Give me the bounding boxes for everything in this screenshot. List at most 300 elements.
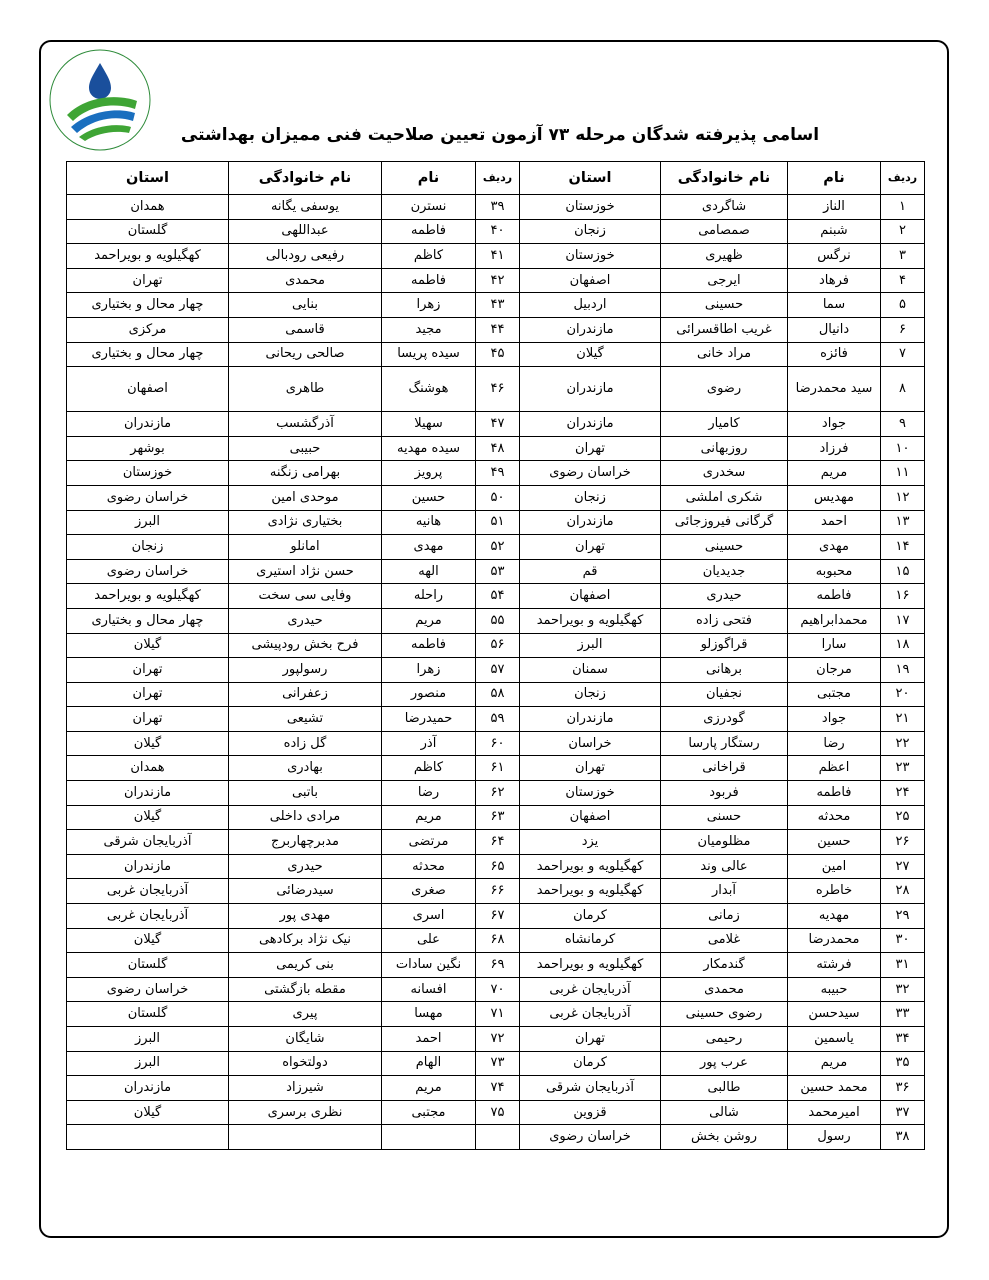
first-name-cell: الهام (382, 1051, 476, 1076)
first-name-cell: فرهاد (788, 268, 881, 293)
first-name-cell: رضا (788, 731, 881, 756)
table-header-row (67, 162, 925, 195)
first-name-cell: سیده پریسا (382, 342, 476, 367)
table-row (67, 633, 925, 658)
first-name-cell: سیدحسن (788, 1002, 881, 1027)
last-name-cell: مهدی پور (229, 904, 382, 929)
first-name-cell: مریم (382, 608, 476, 633)
row-number-cell: ۳۶ (881, 1076, 925, 1101)
last-name-cell: رفیعی رودبالی (229, 244, 382, 269)
row-number-cell: ۳۲ (881, 977, 925, 1002)
first-name-cell: مریم (788, 461, 881, 486)
first-name-cell: رسول (788, 1125, 881, 1150)
row-number-cell: ۸ (881, 367, 925, 412)
province-cell: تهران (520, 1027, 661, 1052)
province-cell: خوزستان (520, 781, 661, 806)
last-name-cell: فرح بخش رودپیشی (229, 633, 382, 658)
first-name-cell: نرگس (788, 244, 881, 269)
last-name-cell: رضوی (661, 367, 788, 412)
first-name-cell: سیده مهدیه (382, 436, 476, 461)
province-cell: کرمان (520, 904, 661, 929)
province-cell: کرمانشاه (520, 928, 661, 953)
last-name-cell: طاهری (229, 367, 382, 412)
table-row (67, 805, 925, 830)
table-row (67, 268, 925, 293)
province-cell: چهار محال و بختیاری (67, 293, 229, 318)
province-cell: گیلان (520, 342, 661, 367)
province-cell: کهگیلویه و بویراحمد (520, 953, 661, 978)
province-cell: مازندران (520, 317, 661, 342)
first-name-cell: مریم (788, 1051, 881, 1076)
first-name-cell: سما (788, 293, 881, 318)
last-name-cell: یوسفی یگانه (229, 195, 382, 220)
last-name-cell (229, 1125, 382, 1150)
table-row (67, 1100, 925, 1125)
table-row (67, 559, 925, 584)
table-row (67, 608, 925, 633)
last-name-cell: گرگانی فیروزجائی (661, 510, 788, 535)
last-name-cell: وفایی سی سخت (229, 584, 382, 609)
row-number-cell: ۷۲ (476, 1027, 520, 1052)
province-cell: کهگیلویه و بویراحمد (67, 584, 229, 609)
first-name-cell: افسانه (382, 977, 476, 1002)
province-cell: آذربایجان شرقی (67, 830, 229, 855)
first-name-cell: سید محمدرضا (788, 367, 881, 412)
last-name-cell: نیک نژاد برکادهی (229, 928, 382, 953)
first-name-cell: نگین سادات (382, 953, 476, 978)
last-name-cell: امانلو (229, 535, 382, 560)
row-number-cell: ۵۴ (476, 584, 520, 609)
row-number-cell: ۲۶ (881, 830, 925, 855)
table-row (67, 244, 925, 269)
last-name-cell: تشیعی (229, 707, 382, 732)
last-name-cell: گودرزی (661, 707, 788, 732)
province-cell: تهران (520, 756, 661, 781)
table-row (67, 830, 925, 855)
province-cell: خراسان رضوی (67, 977, 229, 1002)
last-name-cell: جدیدیان (661, 559, 788, 584)
table-row (67, 977, 925, 1002)
first-name-cell: حسین (788, 830, 881, 855)
row-number-cell: ۴۴ (476, 317, 520, 342)
table-row (67, 510, 925, 535)
first-name-cell: خاطره (788, 879, 881, 904)
last-name-cell: رحیمی (661, 1027, 788, 1052)
last-name-cell: مراد خانی (661, 342, 788, 367)
province-cell (67, 1125, 229, 1150)
row-number-cell: ۱۲ (881, 485, 925, 510)
province-cell: مازندران (67, 854, 229, 879)
row-number-cell: ۳۱ (881, 953, 925, 978)
first-name-cell: اسری (382, 904, 476, 929)
row-number-cell: ۶۵ (476, 854, 520, 879)
row-number-cell: ۵۳ (476, 559, 520, 584)
first-name-cell: امیرمحمد (788, 1100, 881, 1125)
row-number-cell: ۶۷ (476, 904, 520, 929)
last-name-cell: آبدار (661, 879, 788, 904)
first-name-cell: فاطمه (382, 268, 476, 293)
province-cell: آذربایجان شرقی (520, 1076, 661, 1101)
province-cell: البرز (67, 1027, 229, 1052)
last-name-cell: مدبرچهاربرج (229, 830, 382, 855)
table-row (67, 756, 925, 781)
row-number-cell: ۱۳ (881, 510, 925, 535)
row-number-cell: ۱ (881, 195, 925, 220)
first-name-cell: محدثه (788, 805, 881, 830)
last-name-cell: قاسمی (229, 317, 382, 342)
last-name-cell: نظری برسری (229, 1100, 382, 1125)
province-cell: همدان (67, 756, 229, 781)
header-province: استان (520, 162, 661, 195)
row-number-cell: ۶۸ (476, 928, 520, 953)
province-cell: همدان (67, 195, 229, 220)
row-number-cell: ۴۵ (476, 342, 520, 367)
row-number-cell: ۷۱ (476, 1002, 520, 1027)
province-cell: گیلان (67, 731, 229, 756)
last-name-cell: روزبهانی (661, 436, 788, 461)
first-name-cell: مهسا (382, 1002, 476, 1027)
province-cell: اصفهان (67, 367, 229, 412)
last-name-cell: نجفیان (661, 682, 788, 707)
table-row (67, 367, 925, 412)
first-name-cell: الهه (382, 559, 476, 584)
last-name-cell: طالبی (661, 1076, 788, 1101)
first-name-cell: زهرا (382, 658, 476, 683)
last-name-cell: دولتخواه (229, 1051, 382, 1076)
first-name-cell: مرجان (788, 658, 881, 683)
row-number-cell (476, 1125, 520, 1150)
province-cell: سمنان (520, 658, 661, 683)
first-name-cell: راحله (382, 584, 476, 609)
province-cell: گلستان (67, 953, 229, 978)
province-cell: خراسان رضوی (67, 485, 229, 510)
last-name-cell: عبداللهی (229, 219, 382, 244)
row-number-cell: ۷۰ (476, 977, 520, 1002)
last-name-cell: ایرجی (661, 268, 788, 293)
header-province: استان (67, 162, 229, 195)
first-name-cell: محدثه (382, 854, 476, 879)
province-cell: مازندران (67, 781, 229, 806)
first-name-cell: محمدرضا (788, 928, 881, 953)
table-row (67, 781, 925, 806)
row-number-cell: ۶۲ (476, 781, 520, 806)
province-cell: مازندران (67, 1076, 229, 1101)
first-name-cell: الناز (788, 195, 881, 220)
row-number-cell: ۲۸ (881, 879, 925, 904)
row-number-cell: ۲۳ (881, 756, 925, 781)
row-number-cell: ۱۴ (881, 535, 925, 560)
last-name-cell: فربود (661, 781, 788, 806)
first-name-cell: فاطمه (382, 633, 476, 658)
row-number-cell: ۶ (881, 317, 925, 342)
table-row (67, 731, 925, 756)
first-name-cell: فاطمه (788, 584, 881, 609)
last-name-cell: برهانی (661, 658, 788, 683)
province-cell: آذربایجان غربی (520, 1002, 661, 1027)
last-name-cell: عرب پور (661, 1051, 788, 1076)
province-cell: یزد (520, 830, 661, 855)
row-number-cell: ۴۲ (476, 268, 520, 293)
last-name-cell: باتبی (229, 781, 382, 806)
province-cell: آذربایجان غربی (520, 977, 661, 1002)
province-cell: بوشهر (67, 436, 229, 461)
province-cell: گیلان (67, 805, 229, 830)
row-number-cell: ۵۱ (476, 510, 520, 535)
last-name-cell: حسن نژاد استیری (229, 559, 382, 584)
first-name-cell: کاظم (382, 244, 476, 269)
province-cell: خراسان رضوی (520, 461, 661, 486)
row-number-cell: ۴۳ (476, 293, 520, 318)
row-number-cell: ۱۷ (881, 608, 925, 633)
last-name-cell: بنایی (229, 293, 382, 318)
province-cell: اصفهان (520, 268, 661, 293)
last-name-cell: بنی کریمی (229, 953, 382, 978)
first-name-cell: فاطمه (788, 781, 881, 806)
row-number-cell: ۳۷ (881, 1100, 925, 1125)
last-name-cell: روشن بخش (661, 1125, 788, 1150)
first-name-cell: هانیه (382, 510, 476, 535)
row-number-cell: ۷۴ (476, 1076, 520, 1101)
row-number-cell: ۲۷ (881, 854, 925, 879)
association-logo (45, 45, 155, 155)
table-row (67, 293, 925, 318)
row-number-cell: ۴۰ (476, 219, 520, 244)
province-cell: قم (520, 559, 661, 584)
first-name-cell: دانیال (788, 317, 881, 342)
first-name-cell: مریم (382, 805, 476, 830)
first-name-cell: محمد حسین (788, 1076, 881, 1101)
province-cell: گیلان (67, 1100, 229, 1125)
first-name-cell: جواد (788, 412, 881, 437)
last-name-cell: غریب اطاقسرائی (661, 317, 788, 342)
first-name-cell: یاسمین (788, 1027, 881, 1052)
last-name-cell: شکری املشی (661, 485, 788, 510)
row-number-cell: ۶۹ (476, 953, 520, 978)
row-number-cell: ۶۳ (476, 805, 520, 830)
row-number-cell: ۱۹ (881, 658, 925, 683)
province-cell: مازندران (520, 412, 661, 437)
last-name-cell: رستگار پارسا (661, 731, 788, 756)
table-row (67, 485, 925, 510)
province-cell: کهگیلویه و بویراحمد (520, 608, 661, 633)
last-name-cell: شایگان (229, 1027, 382, 1052)
first-name-cell: مهدیه (788, 904, 881, 929)
province-cell: زنجان (520, 485, 661, 510)
row-number-cell: ۳۸ (881, 1125, 925, 1150)
province-cell: گلستان (67, 219, 229, 244)
last-name-cell: پیری (229, 1002, 382, 1027)
last-name-cell: بهادری (229, 756, 382, 781)
province-cell: تهران (67, 707, 229, 732)
province-cell: البرز (67, 510, 229, 535)
first-name-cell: مهدی (788, 535, 881, 560)
last-name-cell: سیدرضائی (229, 879, 382, 904)
table-row (67, 1027, 925, 1052)
last-name-cell: مقطه بازگشتی (229, 977, 382, 1002)
province-cell: تهران (67, 682, 229, 707)
province-cell: آذربایجان غربی (67, 879, 229, 904)
province-cell: چهار محال و بختیاری (67, 342, 229, 367)
row-number-cell: ۲۲ (881, 731, 925, 756)
province-cell: خراسان رضوی (520, 1125, 661, 1150)
province-cell: خوزستان (520, 195, 661, 220)
row-number-cell: ۳۹ (476, 195, 520, 220)
row-number-cell: ۵۲ (476, 535, 520, 560)
province-cell: خراسان (520, 731, 661, 756)
first-name-cell: سارا (788, 633, 881, 658)
first-name-cell: مهدیس (788, 485, 881, 510)
first-name-cell: امین (788, 854, 881, 879)
first-name-cell: محمدابراهیم (788, 608, 881, 633)
province-cell: زنجان (520, 219, 661, 244)
province-cell: آذربایجان غربی (67, 904, 229, 929)
last-name-cell: زمانی (661, 904, 788, 929)
first-name-cell: صغری (382, 879, 476, 904)
last-name-cell: ظهیری (661, 244, 788, 269)
province-cell: قزوین (520, 1100, 661, 1125)
row-number-cell: ۲۹ (881, 904, 925, 929)
first-name-cell: رضا (382, 781, 476, 806)
row-number-cell: ۵۶ (476, 633, 520, 658)
last-name-cell: حیدری (229, 608, 382, 633)
province-cell: اصفهان (520, 584, 661, 609)
province-cell: کهگیلویه و بویراحمد (520, 879, 661, 904)
first-name-cell: شبنم (788, 219, 881, 244)
row-number-cell: ۷ (881, 342, 925, 367)
first-name-cell: مجتبی (382, 1100, 476, 1125)
last-name-cell: رسولپور (229, 658, 382, 683)
first-name-cell: محبوبه (788, 559, 881, 584)
row-number-cell: ۴۷ (476, 412, 520, 437)
last-name-cell: حبیبی (229, 436, 382, 461)
province-cell: زنجان (520, 682, 661, 707)
table-row (67, 219, 925, 244)
province-cell: مازندران (67, 412, 229, 437)
province-cell: اردبیل (520, 293, 661, 318)
table-row (67, 317, 925, 342)
row-number-cell: ۷۳ (476, 1051, 520, 1076)
table-row (67, 904, 925, 929)
row-number-cell: ۳۳ (881, 1002, 925, 1027)
table-row (67, 928, 925, 953)
header-first-name: نام (788, 162, 881, 195)
first-name-cell (382, 1125, 476, 1150)
last-name-cell: زعفرانی (229, 682, 382, 707)
table-row (67, 1076, 925, 1101)
province-cell: تهران (67, 268, 229, 293)
row-number-cell: ۲۵ (881, 805, 925, 830)
row-number-cell: ۴۶ (476, 367, 520, 412)
last-name-cell: گل زاده (229, 731, 382, 756)
row-number-cell: ۵۰ (476, 485, 520, 510)
table-row (67, 195, 925, 220)
last-name-cell: شاگردی (661, 195, 788, 220)
row-number-cell: ۲ (881, 219, 925, 244)
table-row (67, 461, 925, 486)
last-name-cell: صالحی ریحانی (229, 342, 382, 367)
province-cell: گلستان (67, 1002, 229, 1027)
first-name-cell: علی (382, 928, 476, 953)
province-cell: کهگیلویه و بویراحمد (67, 244, 229, 269)
first-name-cell: فاطمه (382, 219, 476, 244)
row-number-cell: ۲۴ (881, 781, 925, 806)
province-cell: مازندران (520, 367, 661, 412)
row-number-cell: ۴۹ (476, 461, 520, 486)
first-name-cell: فرشته (788, 953, 881, 978)
first-name-cell: نسترن (382, 195, 476, 220)
first-name-cell: زهرا (382, 293, 476, 318)
first-name-cell: فائزه (788, 342, 881, 367)
table-row (67, 879, 925, 904)
row-number-cell: ۴ (881, 268, 925, 293)
province-cell: تهران (67, 658, 229, 683)
last-name-cell: صمصامی (661, 219, 788, 244)
last-name-cell: حسینی (661, 293, 788, 318)
row-number-cell: ۷۵ (476, 1100, 520, 1125)
row-number-cell: ۳۰ (881, 928, 925, 953)
last-name-cell: حسنی (661, 805, 788, 830)
province-cell: خوزستان (67, 461, 229, 486)
province-cell: خراسان رضوی (67, 559, 229, 584)
row-number-cell: ۱۵ (881, 559, 925, 584)
table-row (67, 535, 925, 560)
first-name-cell: مهدی (382, 535, 476, 560)
province-cell: کهگیلویه و بویراحمد (520, 854, 661, 879)
first-name-cell: مجید (382, 317, 476, 342)
first-name-cell: حبیبه (788, 977, 881, 1002)
row-number-cell: ۵۵ (476, 608, 520, 633)
row-number-cell: ۳۵ (881, 1051, 925, 1076)
row-number-cell: ۹ (881, 412, 925, 437)
last-name-cell: حسینی (661, 535, 788, 560)
last-name-cell: مرادی داخلی (229, 805, 382, 830)
last-name-cell: سخدری (661, 461, 788, 486)
table-row (67, 658, 925, 683)
accepted-candidates-table (66, 161, 925, 1150)
row-number-cell: ۶۰ (476, 731, 520, 756)
header-last-name: نام خانوادگی (229, 162, 382, 195)
header-row-number: ردیف (476, 162, 520, 195)
first-name-cell: سهیلا (382, 412, 476, 437)
province-cell: اصفهان (520, 805, 661, 830)
first-name-cell: مرتضی (382, 830, 476, 855)
last-name-cell: قراخانی (661, 756, 788, 781)
row-number-cell: ۲۰ (881, 682, 925, 707)
table-row (67, 953, 925, 978)
last-name-cell: بختیاری نژادی (229, 510, 382, 535)
table-row (67, 342, 925, 367)
page-title: اسامی پذیرفته شدگان مرحله ۷۳ آزمون تعیین صلاحیت فنی ممیزان بهداشتی (180, 125, 820, 145)
header-last-name: نام خانوادگی (661, 162, 788, 195)
last-name-cell: کامیار (661, 412, 788, 437)
last-name-cell: بهرامی زنگنه (229, 461, 382, 486)
first-name-cell: حسین (382, 485, 476, 510)
row-number-cell: ۵ (881, 293, 925, 318)
row-number-cell: ۵۷ (476, 658, 520, 683)
last-name-cell: مظلومیان (661, 830, 788, 855)
province-cell: خوزستان (520, 244, 661, 269)
row-number-cell: ۲۱ (881, 707, 925, 732)
table-row (67, 1051, 925, 1076)
last-name-cell: رضوی حسینی (661, 1002, 788, 1027)
first-name-cell: احمد (788, 510, 881, 535)
row-number-cell: ۱۸ (881, 633, 925, 658)
row-number-cell: ۱۱ (881, 461, 925, 486)
header-row-number: ردیف (881, 162, 925, 195)
province-cell: گیلان (67, 928, 229, 953)
header-first-name: نام (382, 162, 476, 195)
first-name-cell: فرزاد (788, 436, 881, 461)
